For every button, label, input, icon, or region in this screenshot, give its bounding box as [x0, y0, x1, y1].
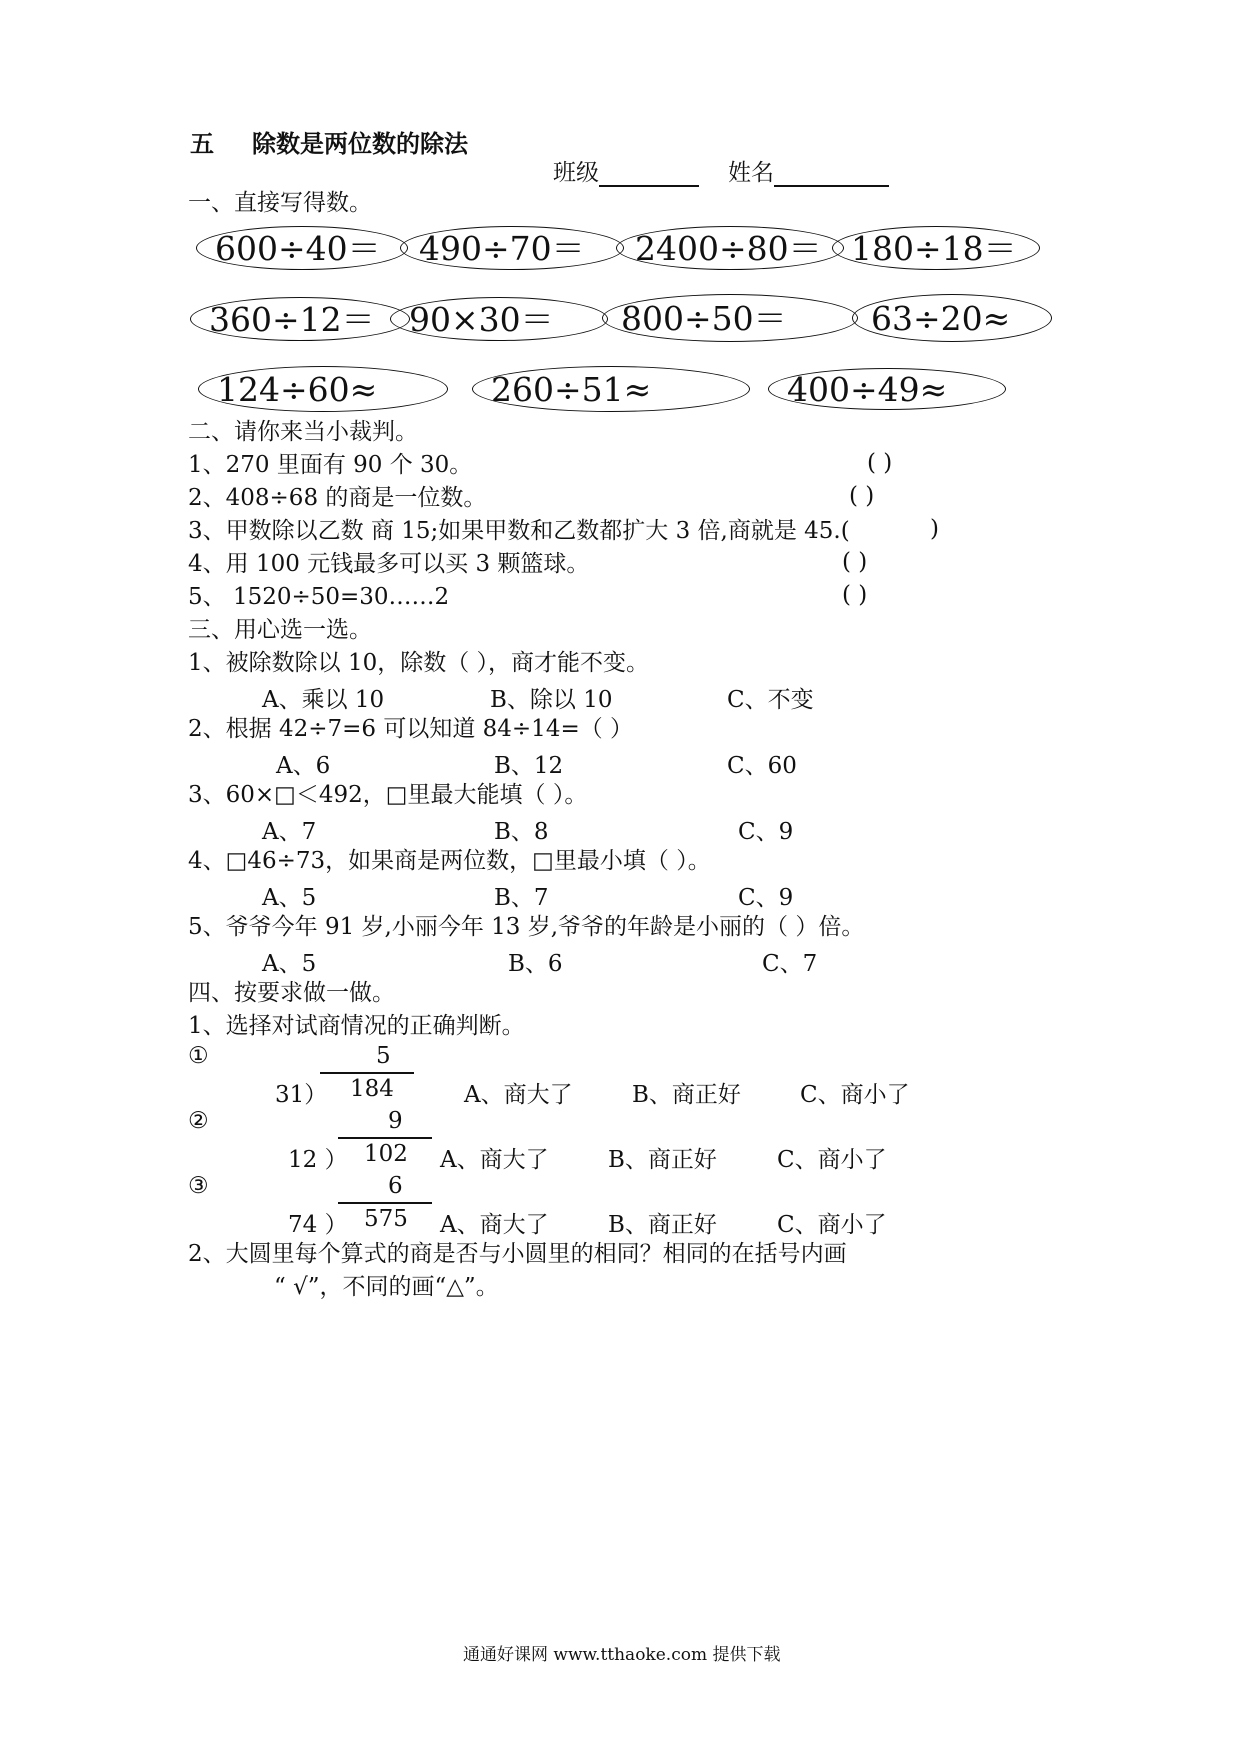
quotient: 6 [388, 1173, 403, 1199]
division-bar [320, 1072, 414, 1074]
oval-problem: 490÷70＝ [400, 226, 624, 270]
class-field [553, 154, 699, 187]
oval-problem: 180÷18＝ [832, 226, 1040, 270]
divisor: 12 ） [288, 1147, 348, 1173]
choice-option[interactable]: B、7 [494, 885, 549, 911]
choice-option[interactable]: C、商小了 [777, 1212, 887, 1238]
oval-problem: 600÷40＝ [196, 226, 408, 270]
choice-option[interactable]: A、6 [276, 753, 331, 779]
dividend: 575 [364, 1206, 408, 1232]
section4-heading: 四、按要求做一做。 [188, 980, 395, 1006]
section4-sub2: 2、大圆里每个算式的商是否与小圆里的相同？相同的在括号内画 [188, 1241, 847, 1267]
judge-item: 1、270 里面有 90 个 30。 [188, 452, 473, 478]
dividend: 184 [350, 1076, 394, 1102]
choice-option[interactable]: B、8 [494, 819, 549, 845]
class-label: 班级 [553, 160, 599, 186]
footer-credit: 通通好课网 www.tthaoke.com 提供下载 [463, 1645, 781, 1665]
chapter-title: 除数是两位数的除法 [252, 129, 468, 158]
choice-question: 5、爷爷今年 91 岁,小丽今年 13 岁,爷爷的年龄是小丽的（ ）倍。 [188, 914, 865, 940]
choice-option[interactable]: C、7 [762, 951, 818, 977]
division-bar [338, 1202, 432, 1204]
answer-paren[interactable]: ( ) [867, 450, 893, 476]
divisor: 31） [275, 1082, 328, 1108]
circled-number-marker: ② [188, 1108, 209, 1134]
choice-option[interactable]: C、60 [727, 753, 797, 779]
section1-heading: 一、直接写得数。 [188, 190, 372, 216]
choice-option[interactable]: A、乘以 10 [262, 687, 385, 713]
oval-problem: 360÷12＝ [190, 297, 410, 341]
name-label: 姓名 [728, 160, 774, 186]
choice-option[interactable]: C、9 [738, 819, 794, 845]
dividend: 102 [364, 1141, 408, 1167]
choice-option[interactable]: C、不变 [727, 687, 814, 713]
choice-option[interactable]: A、商大了 [440, 1212, 549, 1238]
choice-option[interactable]: B、商正好 [608, 1212, 717, 1238]
quotient: 9 [388, 1108, 403, 1134]
section4-sub2-cont: “ √”，不同的画“△”。 [274, 1274, 499, 1300]
circled-number-marker: ① [188, 1043, 209, 1069]
answer-paren[interactable]: ) [930, 516, 939, 542]
name-field [728, 154, 889, 187]
judge-item: 2、408÷68 的商是一位数。 [188, 485, 487, 511]
choice-option[interactable]: B、6 [508, 951, 563, 977]
choice-option[interactable]: C、商小了 [800, 1082, 910, 1108]
choice-option[interactable]: B、商正好 [632, 1082, 741, 1108]
choice-question: 1、被除数除以 10，除数（ ），商才能不变。 [188, 650, 650, 676]
choice-question: 2、根据 42÷7=6 可以知道 84÷14=（ ） [188, 716, 634, 742]
choice-option[interactable]: A、5 [262, 885, 317, 911]
choice-option[interactable]: C、9 [738, 885, 794, 911]
judge-item: 5、 1520÷50=30……2 [188, 584, 450, 610]
answer-paren[interactable]: ( ) [842, 549, 868, 575]
chapter-number: 五 [190, 129, 214, 158]
choice-option[interactable]: B、12 [494, 753, 564, 779]
choice-option[interactable]: B、除以 10 [490, 687, 613, 713]
section4-sub1: 1、选择对试商情况的正确判断。 [188, 1013, 525, 1039]
quotient: 5 [376, 1043, 391, 1069]
section2-heading: 二、请你来当小裁判。 [188, 419, 418, 445]
answer-paren[interactable]: ( ) [842, 582, 868, 608]
oval-problem: 260÷51≈ [472, 366, 750, 412]
name-blank[interactable] [774, 161, 889, 187]
choice-option[interactable]: A、5 [262, 951, 317, 977]
oval-problem: 124÷60≈ [198, 366, 448, 412]
division-bar [338, 1137, 432, 1139]
class-blank[interactable] [599, 161, 699, 187]
choice-option[interactable]: C、商小了 [777, 1147, 887, 1173]
oval-problem: 800÷50＝ [602, 294, 858, 342]
choice-option[interactable]: A、商大了 [440, 1147, 549, 1173]
section3-heading: 三、用心选一选。 [188, 617, 372, 643]
divisor: 74 ） [288, 1212, 348, 1238]
page-title [190, 124, 468, 159]
choice-option[interactable]: B、商正好 [608, 1147, 717, 1173]
choice-option[interactable]: A、商大了 [464, 1082, 573, 1108]
oval-problem: 400÷49≈ [768, 368, 1006, 410]
choice-question: 3、60×□＜492，□里最大能填（ ）。 [188, 782, 588, 808]
choice-option[interactable]: A、7 [262, 819, 317, 845]
judge-item: 4、用 100 元钱最多可以买 3 颗篮球。 [188, 551, 590, 577]
oval-problem: 2400÷80＝ [616, 226, 844, 270]
oval-problem: 90×30＝ [390, 297, 608, 341]
circled-number-marker: ③ [188, 1173, 209, 1199]
answer-paren[interactable]: ( ) [849, 483, 875, 509]
judge-item: 3、甲数除以乙数 商 15;如果甲数和乙数都扩大 3 倍,商就是 45.( [188, 518, 850, 544]
choice-question: 4、□46÷73，如果商是两位数，□里最小填（ ）。 [188, 848, 711, 874]
oval-problem: 63÷20≈ [852, 294, 1052, 342]
